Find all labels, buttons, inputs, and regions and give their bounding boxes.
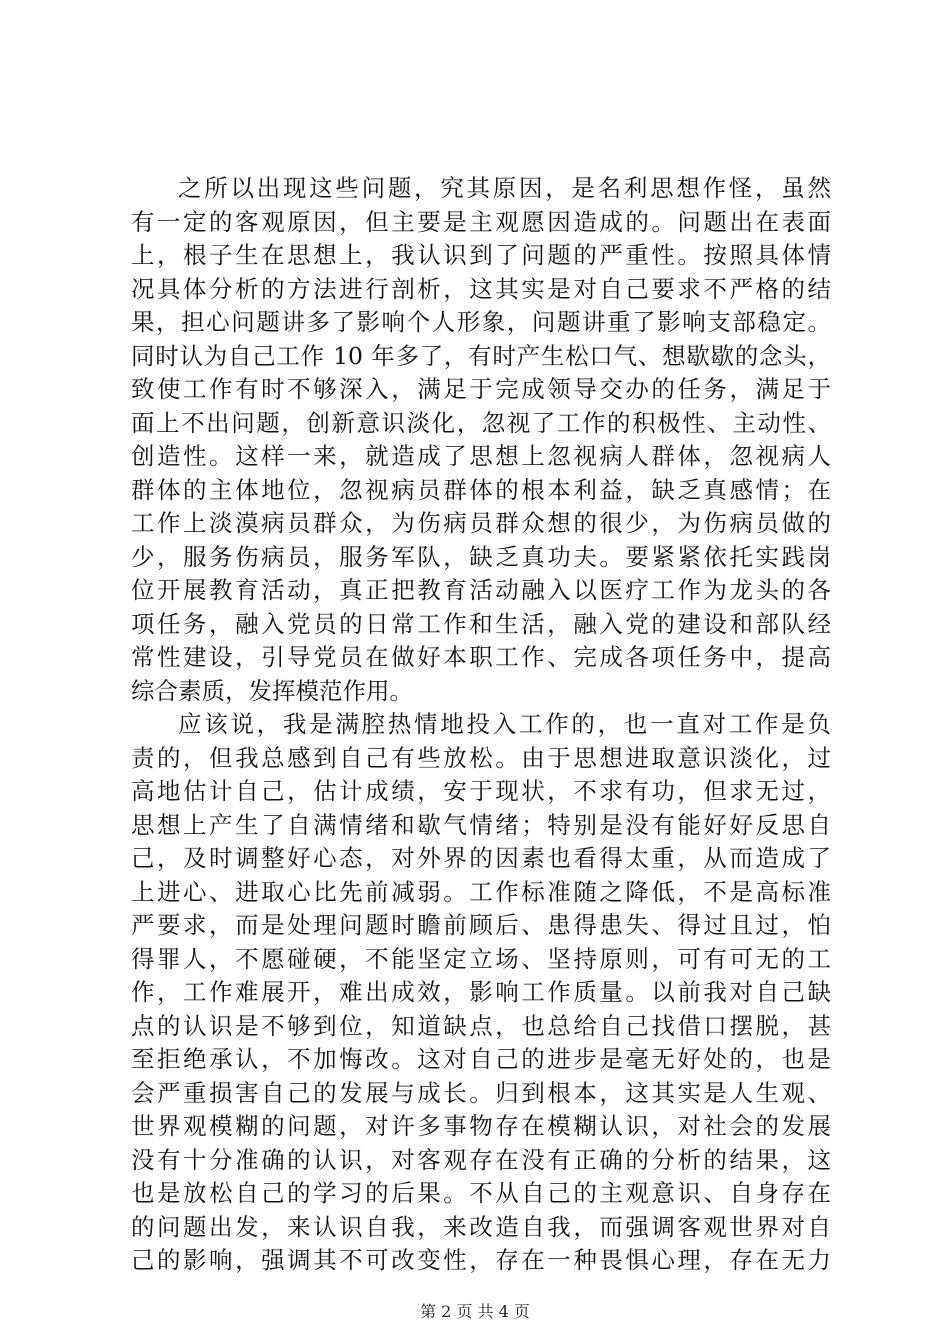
text-line: 少，服务伤病员，服务军队，缺乏真功夫。要紧紧依托实践岗 (131, 542, 831, 571)
text-line: 点的认识是不够到位，知道缺点，也总给自己找借口摆脱，甚 (131, 1011, 831, 1040)
text-line: 的问题出发，来认识自我，来改造自我，而强调客观世界对自 (131, 1212, 831, 1241)
text-line: 严要求，而是处理问题时瞻前顾后、患得患失、得过且过，怕 (131, 911, 831, 939)
body-text (131, 172, 831, 1278)
text-line: 位开展教育活动，真正把教育活动融入以医疗工作为龙头的各 (131, 576, 831, 604)
text-line: 应该说，我是满腔热情地投入工作的，也一直对工作是负 (178, 710, 831, 738)
page-footer: 第 2 页 共 4 页 (420, 1302, 530, 1321)
text-line: 之所以出现这些问题，究其原因，是名利思想作怪，虽然 (178, 174, 831, 202)
paragraph-2 (131, 708, 831, 1278)
text-line: 综合素质，发挥模范作用。 (131, 676, 413, 705)
text-line: 己，及时调整好心态，对外界的因素也看得太重，从而造成了 (131, 844, 831, 872)
text-line: 面上不出问题，创新意识淡化，忽视了工作的积极性、主动性、 (131, 408, 831, 437)
text-line: 上，根子生在思想上，我认识到了问题的严重性。按照具体情 (131, 241, 831, 269)
text-line: 致使工作有时不够深入，满足于完成领导交办的任务，满足于 (131, 375, 831, 403)
paragraph-1 (131, 172, 831, 708)
text-line: 项任务，融入党员的日常工作和生活，融入党的建设和部队经 (131, 609, 831, 638)
text-line: 至拒绝承认，不加悔改。这对自己的进步是毫无好处的，也是 (131, 1045, 831, 1073)
text-line: 上进心、进取心比先前减弱。工作标准随之降低，不是高标准 (131, 877, 831, 906)
text-line: 己的影响，强调其不可改变性，存在一种畏惧心理，存在无力 (131, 1246, 831, 1274)
text-line: 作，工作难展开，难出成效，影响工作质量。以前我对自己缺 (131, 978, 831, 1006)
text-line: 会严重损害自己的发展与成长。归到根本，这其实是人生观、 (131, 1078, 831, 1107)
text-line: 思想上产生了自满情绪和歇气情绪；特别是没有能好好反思自 (131, 810, 831, 839)
text-line: 常性建设，引导党员在做好本职工作、完成各项任务中，提高 (131, 643, 831, 671)
text-line: 也是放松自己的学习的后果。不从自己的主观意识、自身存在 (131, 1179, 831, 1207)
text-line: 高地估计自己，估计成绩，安于现状，不求有功，但求无过， (131, 777, 831, 805)
text-line: 责的，但我总感到自己有些放松。由于思想进取意识淡化，过 (131, 743, 831, 772)
text-line: 群体的主体地位，忽视病员群体的根本利益，缺乏真感情；在 (131, 475, 831, 504)
text-line: 没有十分准确的认识，对客观存在没有正确的分析的结果，这 (131, 1145, 831, 1174)
text-line: 得罪人，不愿碰硬，不能坚定立场、坚持原则，可有可无的工 (131, 944, 831, 973)
text-line: 有一定的客观原因，但主要是主观愿因造成的。问题出在表面 (131, 207, 831, 236)
text-line: 工作上淡漠病员群众，为伤病员群众想的很少，为伤病员做的 (131, 509, 831, 537)
text-line: 况具体分析的方法进行剖析，这其实是对自己要求不严格的结 (131, 274, 831, 303)
text-line: 创造性。这样一来，就造成了思想上忽视病人群体，忽视病人 (131, 442, 831, 470)
text-line: 同时认为自己工作 10 年多了，有时产生松口气、想歇歇的念头， (131, 341, 831, 370)
text-line: 果，担心问题讲多了影响个人形象，问题讲重了影响支部稳定。 (131, 308, 831, 336)
text-line: 世界观模糊的问题，对许多事物存在模糊认识，对社会的发展 (131, 1112, 831, 1140)
